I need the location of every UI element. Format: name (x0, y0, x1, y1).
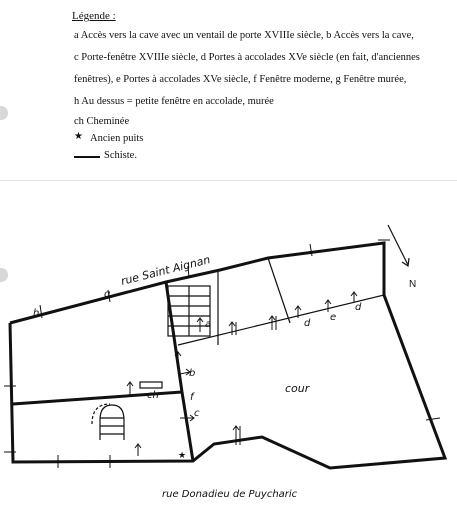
north-arrow (388, 225, 408, 265)
partition-line (268, 258, 290, 323)
legend-well-label: Ancien puits (90, 133, 144, 144)
legend-item-h: h Au dessus = petite fenêtre en accolade, murée (74, 96, 274, 107)
access-arrow-icon (229, 322, 236, 335)
label-ch: ch (147, 390, 159, 401)
access-arrow-icon (127, 382, 133, 396)
label-d: d (355, 302, 362, 313)
well-star-icon: ★ (178, 450, 187, 460)
label-b: b (189, 368, 196, 379)
outer-wall (10, 243, 445, 468)
legend-title: Légende : (72, 10, 116, 22)
access-arrow-icon (197, 318, 203, 332)
legend-item-a-b: a Accès vers la cave avec un ventail de porte XVIIIe siècle, b Accès vers la cave, (74, 30, 414, 41)
street-label-top: rue Saint Aignan (119, 253, 212, 288)
chimney (140, 382, 162, 388)
label-a: a (205, 319, 212, 330)
label-e: e (330, 312, 337, 323)
legend-item-e-f-g: fenêtres), e Portes à accolades XVe siècle, f Fenêtre moderne, g Fenêtre murée, (74, 74, 407, 85)
access-arrow-icon (325, 300, 331, 312)
legend-schist-label: Schiste. (104, 150, 137, 161)
courtyard-label: cour (285, 382, 310, 395)
street-label-bottom: rue Donadieu de Puycharic (162, 489, 298, 500)
north-label: N (409, 279, 417, 290)
access-arrow-icon (351, 292, 357, 302)
access-arrow-icon (135, 444, 141, 456)
legend-item-ch: ch Cheminée (74, 116, 130, 127)
spiral-staircase (100, 405, 124, 440)
label-c: c (194, 408, 200, 419)
label-d: d (304, 318, 311, 329)
label-g: g (104, 289, 111, 300)
legend-item-c-d: c Porte-fenêtre XVIIIe siècle, d Portes à accolades XVe siècle (en fait, d'anciennes (74, 52, 420, 63)
well-star-icon: ★ (74, 131, 83, 142)
label-h: h (33, 308, 40, 319)
label-f: f (190, 392, 194, 403)
